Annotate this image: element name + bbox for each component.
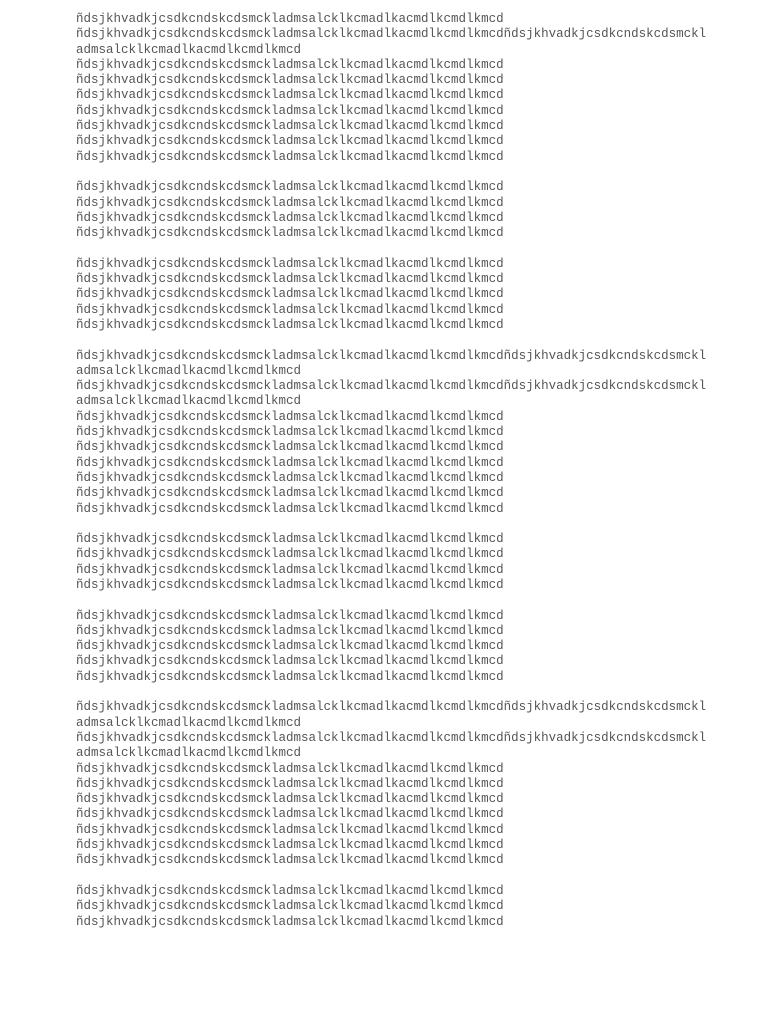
text-line: ñdsjkhvadkjcsdkcndskcdsmckladmsalcklkcmadlkacmdlkcmdlkmcd: [76, 12, 504, 26]
document-body: [76, 12, 756, 945]
paragraph: [76, 609, 756, 685]
text-line: ñdsjkhvadkjcsdkcndskcdsmckladmsalcklkcmadlkacmdlkcmdlkmcd: [76, 608, 504, 623]
text-line: ñdsjkhvadkjcsdkcndskcdsmckladmsalcklkcmadlkacmdlkcmdlkmcd: [76, 103, 504, 118]
text-line: ñdsjkhvadkjcsdkcndskcdsmckladmsalcklkcmadlkacmdlkcmdlkmcd: [76, 577, 504, 592]
paragraph: [76, 884, 756, 930]
text-line: ñdsjkhvadkjcsdkcndskcdsmckladmsalcklkcmadlkacmdlkcmdlkmcd: [76, 272, 504, 287]
text-line: ñdsjkhvadkjcsdkcndskcdsmckladmsalcklkcmadlkacmdlkcmdlkmcd: [76, 822, 504, 837]
text-line: ñdsjkhvadkjcsdkcndskcdsmckladmsalcklkcmadlkacmdlkcmdlkmcdñdsjkhvadkjcsdkcndskcdsmckl: [76, 379, 707, 394]
paragraph: [76, 700, 756, 868]
text-line: ñdsjkhvadkjcsdkcndskcdsmckladmsalcklkcmadlkacmdlkcmdlkmcd: [76, 486, 504, 501]
text-line: ñdsjkhvadkjcsdkcndskcdsmckladmsalcklkcmadlkacmdlkcmdlkmcd: [76, 883, 504, 898]
text-line: ñdsjkhvadkjcsdkcndskcdsmckladmsalcklkcmadlkacmdlkcmdlkmcd: [76, 807, 504, 822]
text-line: ñdsjkhvadkjcsdkcndskcdsmckladmsalcklkcmadlkacmdlkcmdlkmcdñdsjkhvadkjcsdkcndskcdsmckl: [76, 700, 707, 715]
text-line: ñdsjkhvadkjcsdkcndskcdsmckladmsalcklkcmadlkacmdlkcmdlkmcd: [76, 838, 504, 853]
text-line: ñdsjkhvadkjcsdkcndskcdsmckladmsalcklkcmadlkacmdlkcmdlkmcd: [76, 317, 504, 332]
text-line: ñdsjkhvadkjcsdkcndskcdsmckladmsalcklkcmadlkacmdlkcmdlkmcd: [76, 73, 504, 88]
text-line: ñdsjkhvadkjcsdkcndskcdsmckladmsalcklkcmadlkacmdlkcmdlkmcdñdsjkhvadkjcsdkcndskcdsmckl: [76, 348, 707, 363]
text-line: ñdsjkhvadkjcsdkcndskcdsmckladmsalcklkcmadlkacmdlkcmdlkmcd: [76, 853, 504, 868]
text-line: ñdsjkhvadkjcsdkcndskcdsmckladmsalcklkcmadlkacmdlkcmdlkmcd: [76, 88, 504, 103]
paragraph: [76, 257, 756, 333]
text-line: ñdsjkhvadkjcsdkcndskcdsmckladmsalcklkcmadlkacmdlkcmdlkmcd: [76, 470, 504, 485]
paragraph: [76, 12, 756, 165]
text-line: ñdsjkhvadkjcsdkcndskcdsmckladmsalcklkcmadlkacmdlkcmdlkmcd: [76, 562, 504, 577]
text-line: ñdsjkhvadkjcsdkcndskcdsmckladmsalcklkcmadlkacmdlkcmdlkmcd: [76, 195, 504, 210]
text-line: ñdsjkhvadkjcsdkcndskcdsmckladmsalcklkcmadlkacmdlkcmdlkmcd: [76, 57, 504, 72]
text-line: admsalcklkcmadlkacmdlkcmdlkmcd: [76, 394, 302, 409]
text-line: ñdsjkhvadkjcsdkcndskcdsmckladmsalcklkcmadlkacmdlkcmdlkmcd: [76, 547, 504, 562]
text-line: ñdsjkhvadkjcsdkcndskcdsmckladmsalcklkcmadlkacmdlkcmdlkmcd: [76, 180, 504, 195]
text-line: ñdsjkhvadkjcsdkcndskcdsmckladmsalcklkcmadlkacmdlkcmdlkmcd: [76, 669, 504, 684]
text-line: admsalcklkcmadlkacmdlkcmdlkmcd: [76, 363, 302, 378]
text-line: ñdsjkhvadkjcsdkcndskcdsmckladmsalcklkcmadlkacmdlkcmdlkmcd: [76, 134, 504, 149]
text-line: ñdsjkhvadkjcsdkcndskcdsmckladmsalcklkcmadlkacmdlkcmdlkmcd: [76, 119, 504, 134]
text-line: ñdsjkhvadkjcsdkcndskcdsmckladmsalcklkcmadlkacmdlkcmdlkmcd: [76, 455, 504, 470]
paragraph: [76, 180, 756, 241]
text-line: ñdsjkhvadkjcsdkcndskcdsmckladmsalcklkcmadlkacmdlkcmdlkmcd: [76, 256, 504, 271]
text-line: ñdsjkhvadkjcsdkcndskcdsmckladmsalcklkcmadlkacmdlkcmdlkmcd: [76, 425, 504, 440]
paragraph: [76, 532, 756, 593]
text-line: ñdsjkhvadkjcsdkcndskcdsmckladmsalcklkcmadlkacmdlkcmdlkmcd: [76, 761, 504, 776]
text-line: ñdsjkhvadkjcsdkcndskcdsmckladmsalcklkcmadlkacmdlkcmdlkmcd: [76, 899, 504, 914]
text-line: ñdsjkhvadkjcsdkcndskcdsmckladmsalcklkcmadlkacmdlkcmdlkmcdñdsjkhvadkjcsdkcndskcdsmckl: [76, 27, 707, 42]
text-line: admsalcklkcmadlkacmdlkcmdlkmcd: [76, 42, 302, 57]
text-line: ñdsjkhvadkjcsdkcndskcdsmckladmsalcklkcmadlkacmdlkcmdlkmcd: [76, 501, 504, 516]
text-line: ñdsjkhvadkjcsdkcndskcdsmckladmsalcklkcmadlkacmdlkcmdlkmcd: [76, 440, 504, 455]
paragraph: [76, 349, 756, 517]
text-line: ñdsjkhvadkjcsdkcndskcdsmckladmsalcklkcmadlkacmdlkcmdlkmcd: [76, 287, 504, 302]
text-line: ñdsjkhvadkjcsdkcndskcdsmckladmsalcklkcmadlkacmdlkcmdlkmcd: [76, 302, 504, 317]
text-line: ñdsjkhvadkjcsdkcndskcdsmckladmsalcklkcmadlkacmdlkcmdlkmcd: [76, 776, 504, 791]
text-line: ñdsjkhvadkjcsdkcndskcdsmckladmsalcklkcmadlkacmdlkcmdlkmcd: [76, 149, 504, 164]
text-line: ñdsjkhvadkjcsdkcndskcdsmckladmsalcklkcmadlkacmdlkcmdlkmcd: [76, 914, 504, 929]
text-line: ñdsjkhvadkjcsdkcndskcdsmckladmsalcklkcmadlkacmdlkcmdlkmcdñdsjkhvadkjcsdkcndskcdsmckl: [76, 730, 707, 745]
text-line: ñdsjkhvadkjcsdkcndskcdsmckladmsalcklkcmadlkacmdlkcmdlkmcd: [76, 654, 504, 669]
text-line: ñdsjkhvadkjcsdkcndskcdsmckladmsalcklkcmadlkacmdlkcmdlkmcd: [76, 623, 504, 638]
text-line: ñdsjkhvadkjcsdkcndskcdsmckladmsalcklkcmadlkacmdlkcmdlkmcd: [76, 639, 504, 654]
text-line: admsalcklkcmadlkacmdlkcmdlkmcd: [76, 715, 302, 730]
text-line: admsalcklkcmadlkacmdlkcmdlkmcd: [76, 746, 302, 761]
text-line: ñdsjkhvadkjcsdkcndskcdsmckladmsalcklkcmadlkacmdlkcmdlkmcd: [76, 226, 504, 241]
text-line: ñdsjkhvadkjcsdkcndskcdsmckladmsalcklkcmadlkacmdlkcmdlkmcd: [76, 210, 504, 225]
text-line: ñdsjkhvadkjcsdkcndskcdsmckladmsalcklkcmadlkacmdlkcmdlkmcd: [76, 409, 504, 424]
text-line: ñdsjkhvadkjcsdkcndskcdsmckladmsalcklkcmadlkacmdlkcmdlkmcd: [76, 532, 504, 547]
text-line: ñdsjkhvadkjcsdkcndskcdsmckladmsalcklkcmadlkacmdlkcmdlkmcd: [76, 792, 504, 807]
